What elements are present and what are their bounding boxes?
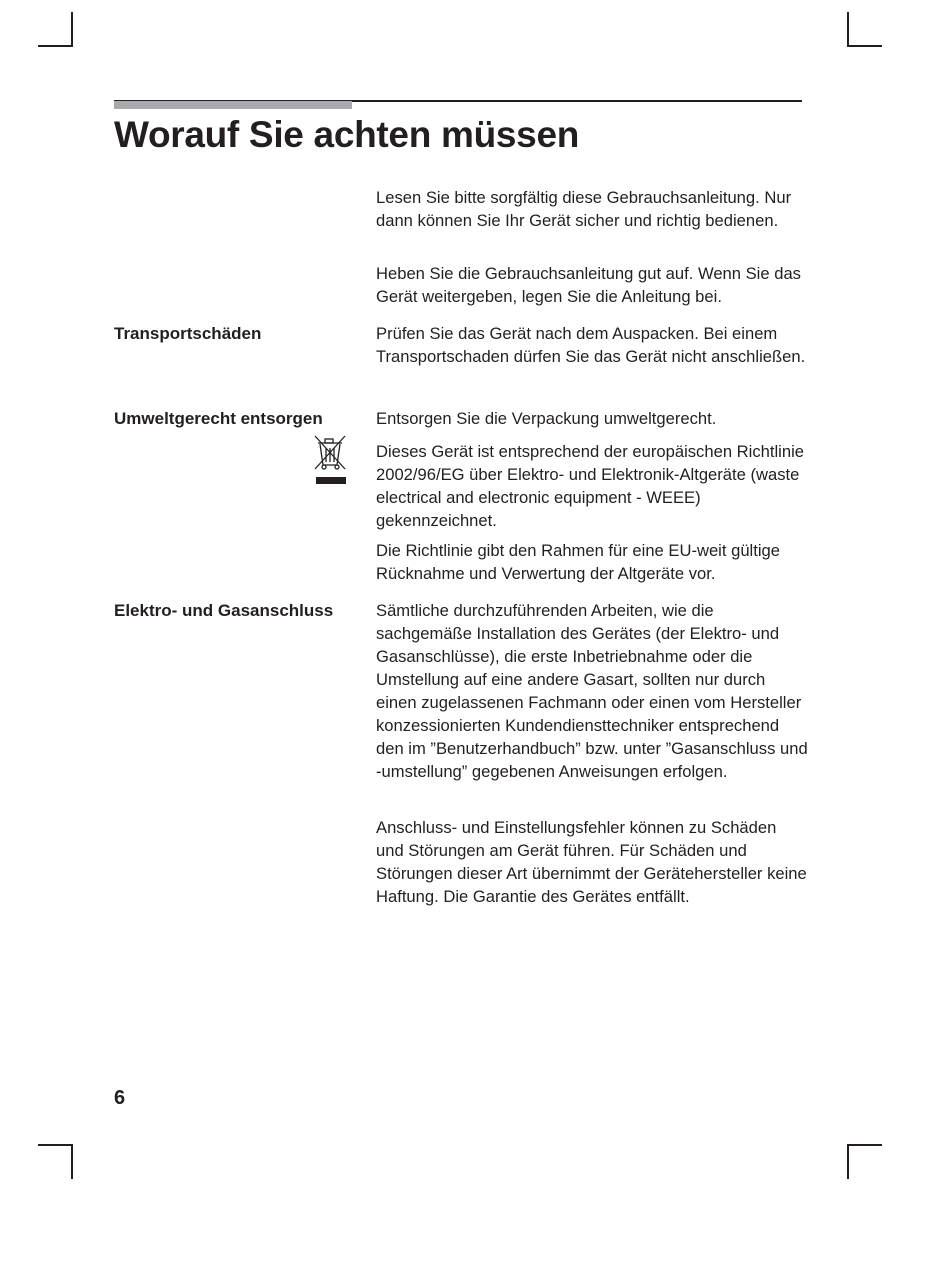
crossed-out-wheelie-bin-icon: [312, 434, 348, 486]
section-paragraph: Sämtliche durchzuführenden Arbeiten, wie die sachgemäße Installation des Gerätes (der Elektro- und Gasanschlüsse), die erste Inbetriebnahme oder die Umstellung auf eine andere Gasart, sollten nur durch einen zugelassenen Fachmann oder einen vom Hersteller konzessionierten Kundendiensttechniker entsprechend den im ”Benutzerhandbuch” bzw. unter ”Gasanschluss und -umstellung” gegebenen Anweisungen erfolgen.: [376, 601, 808, 781]
intro-paragraph: Heben Sie die Gebrauchsanleitung gut auf. Wenn Sie das Gerät weitergeben, legen Sie die Anleitung bei.: [376, 264, 801, 306]
header-accent-bar: [114, 101, 352, 109]
section-label-electric-gas-connection: Elektro- und Gasanschluss: [114, 601, 334, 620]
section-paragraph: Entsorgen Sie die Verpackung umweltgerecht.: [376, 409, 717, 428]
section-label-disposal: Umweltgerecht entsorgen: [114, 409, 323, 428]
crop-mark-bottom-right-horizontal: [847, 1144, 882, 1146]
crop-mark-top-right-vertical: [847, 12, 849, 46]
page-title: Worauf Sie achten müssen: [114, 114, 580, 155]
crop-mark-bottom-right-vertical: [847, 1144, 849, 1179]
crop-mark-top-left-horizontal: [38, 45, 73, 47]
page-number: 6: [114, 1087, 126, 1109]
crop-mark-top-right-horizontal: [847, 45, 882, 47]
section-paragraph: Prüfen Sie das Gerät nach dem Auspacken. Bei einem Transportschaden dürfen Sie das Gerät nicht anschließen.: [376, 324, 806, 366]
intro-paragraph: Lesen Sie bitte sorgfältig diese Gebrauchsanleitung. Nur dann können Sie Ihr Gerät sicher und richtig bedienen.: [376, 188, 792, 230]
crop-mark-bottom-left-horizontal: [38, 1144, 73, 1146]
crop-mark-top-left-vertical: [71, 12, 73, 46]
section-paragraph: Die Richtlinie gibt den Rahmen für eine EU-weit gültige Rücknahme und Verwertung der Altgeräte vor.: [376, 541, 780, 583]
section-paragraph: Anschluss- und Einstellungsfehler können zu Schäden und Störungen am Gerät führen. Für Schäden und Störungen dieser Art übernimmt der Gerätehersteller keine Haftung. Die Garantie des Gerätes entfällt.: [376, 818, 807, 906]
section-label-transport-damage: Transportschäden: [114, 324, 262, 343]
crop-mark-bottom-left-vertical: [71, 1144, 73, 1179]
section-paragraph: Dieses Gerät ist entsprechend der europäischen Richtlinie 2002/96/EG über Elektro- und Elektronik-Altgeräte (waste electrical and electronic equipment - WEEE) gekennzeichnet.: [376, 442, 804, 530]
